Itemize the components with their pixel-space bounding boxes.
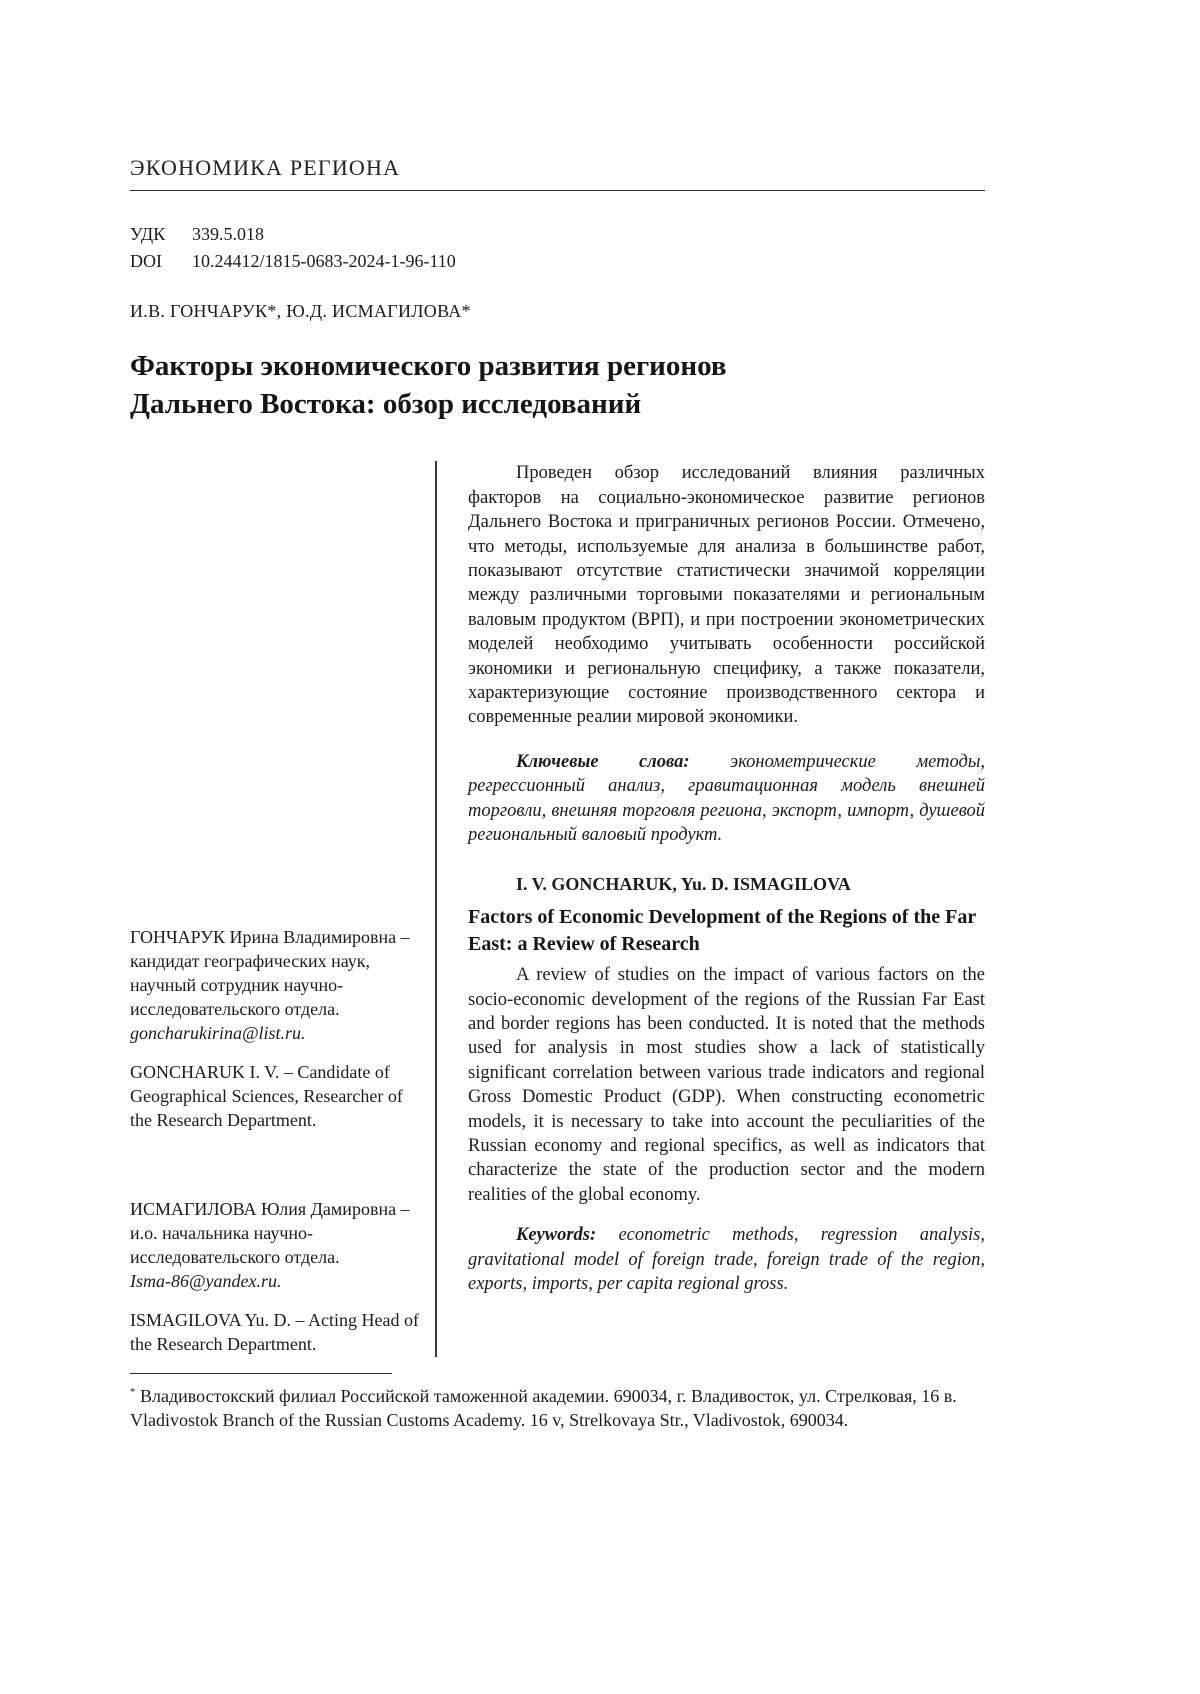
author-email-goncharuk: goncharukirina@list.ru. (130, 1023, 306, 1044)
article-meta (130, 221, 985, 275)
udk-label: УДК (130, 224, 166, 244)
bio-ismagilova-ru: ИСМАГИЛОВА Юлия Дамировна – и.о. начальника научно-исследовательского отдела. (130, 1198, 410, 1267)
authors-line: И.В. ГОНЧАРУК*, Ю.Д. ИСМАГИЛОВА* (130, 301, 471, 321)
title-en: Factors of Economic Development of the Regions of the Far East: a Review of Research (468, 906, 976, 956)
authors-en: I. V. GONCHARUK, Yu. D. ISMAGILOVA (516, 874, 851, 895)
journal-section-header: ЭКОНОМИКА РЕГИОНА (130, 155, 401, 180)
doi-label: DOI (130, 251, 162, 271)
keywords-ru-text: эконометрические методы, регрессионный анализ, гравитационная модель внешней торговли, внешняя торговля региона, экспорт, импорт, душевой региональный валовый продукт. (468, 751, 986, 846)
keywords-en-label: Keywords: (516, 1225, 597, 1246)
footnote-divider (130, 1373, 392, 1374)
bio-ismagilova (130, 1198, 420, 1357)
keywords-en (468, 1223, 985, 1296)
authors-bio-column (130, 461, 420, 1356)
bio-goncharuk-en: GONCHARUK I. V. – Candidate of Geographical Sciences, Researcher of the Research Department. (130, 1062, 403, 1130)
abstract-column (468, 461, 985, 1356)
footnote-ru-text: Владивостокский филиал Российской таможенной академии. 690034, г. Владивосток, ул. Стрелковая, 16 в. (140, 1385, 957, 1406)
footnote-marker: * (130, 1385, 136, 1398)
doi-value: 10.24412/1815-0683-2024-1-96-110 (192, 251, 456, 271)
header-divider (130, 190, 985, 191)
keywords-ru-label: Ключевые слова: (516, 751, 690, 772)
bio-ismagilova-en: ISMAGILOVA Yu. D. – Acting Head of the Research Department. (130, 1309, 419, 1354)
author-email-ismagilova: Isma-86@yandex.ru. (130, 1270, 282, 1291)
footnote-ru (130, 1384, 985, 1408)
footnote-en: Vladivostok Branch of the Russian Customs Academy. 16 v, Strelkovaya Str., Vladivostok, 690034. (130, 1409, 849, 1430)
article-title: Факторы экономического развития регионов Дальнего Востока: обзор исследований (130, 350, 727, 420)
bio-goncharuk (130, 926, 420, 1133)
doi-row (130, 248, 985, 275)
two-column-body (130, 461, 985, 1356)
keywords-en-text: econometric methods, regression analysis, gravitational model of foreign trade, foreign trade of the region, exports, imports, per capita regional gross. (468, 1225, 985, 1295)
abstract-ru: Проведен обзор исследований влияния различных факторов на социально-экономическое развитие регионов Дальнего Востока и приграничных регионов России. Отмечено, что методы, используемые для анализа в большинстве работ, показывают отсутствие статистически значимой корреляции между различными торговыми показателями и региональным валовым продуктом (ВРП), и при построении эконометрических моделей необходимо учитывать особенности российской экономики и региональную специфику, а также показатели, характеризующие состояние производственного сектора и современные реалии мировой экономики. (468, 463, 985, 728)
footnote (130, 1373, 985, 1433)
udk-value: 339.5.018 (192, 224, 264, 244)
abstract-en: A review of studies on the impact of various factors on the socio-economic development of the regions of the Russian Far East and border regions has been conducted. It is noted that the methods used for analysis in most studies show a lack of statistically significant correlation between various trade indicators and regional Gross Domestic Product (GDP). When constructing econometric models, it is necessary to take into account the peculiarities of the Russian economy and regional specifics, as well as indicators that characterize the state of the production sector and the modern realities of the global economy. (468, 965, 985, 1205)
bio-goncharuk-ru: ГОНЧАРУК Ирина Владимировна – кандидат географических наук, научный сотрудник научно-исследовательского отдела. (130, 927, 410, 1020)
column-divider (435, 461, 437, 1356)
keywords-ru (468, 750, 985, 848)
udk-row (130, 221, 985, 248)
